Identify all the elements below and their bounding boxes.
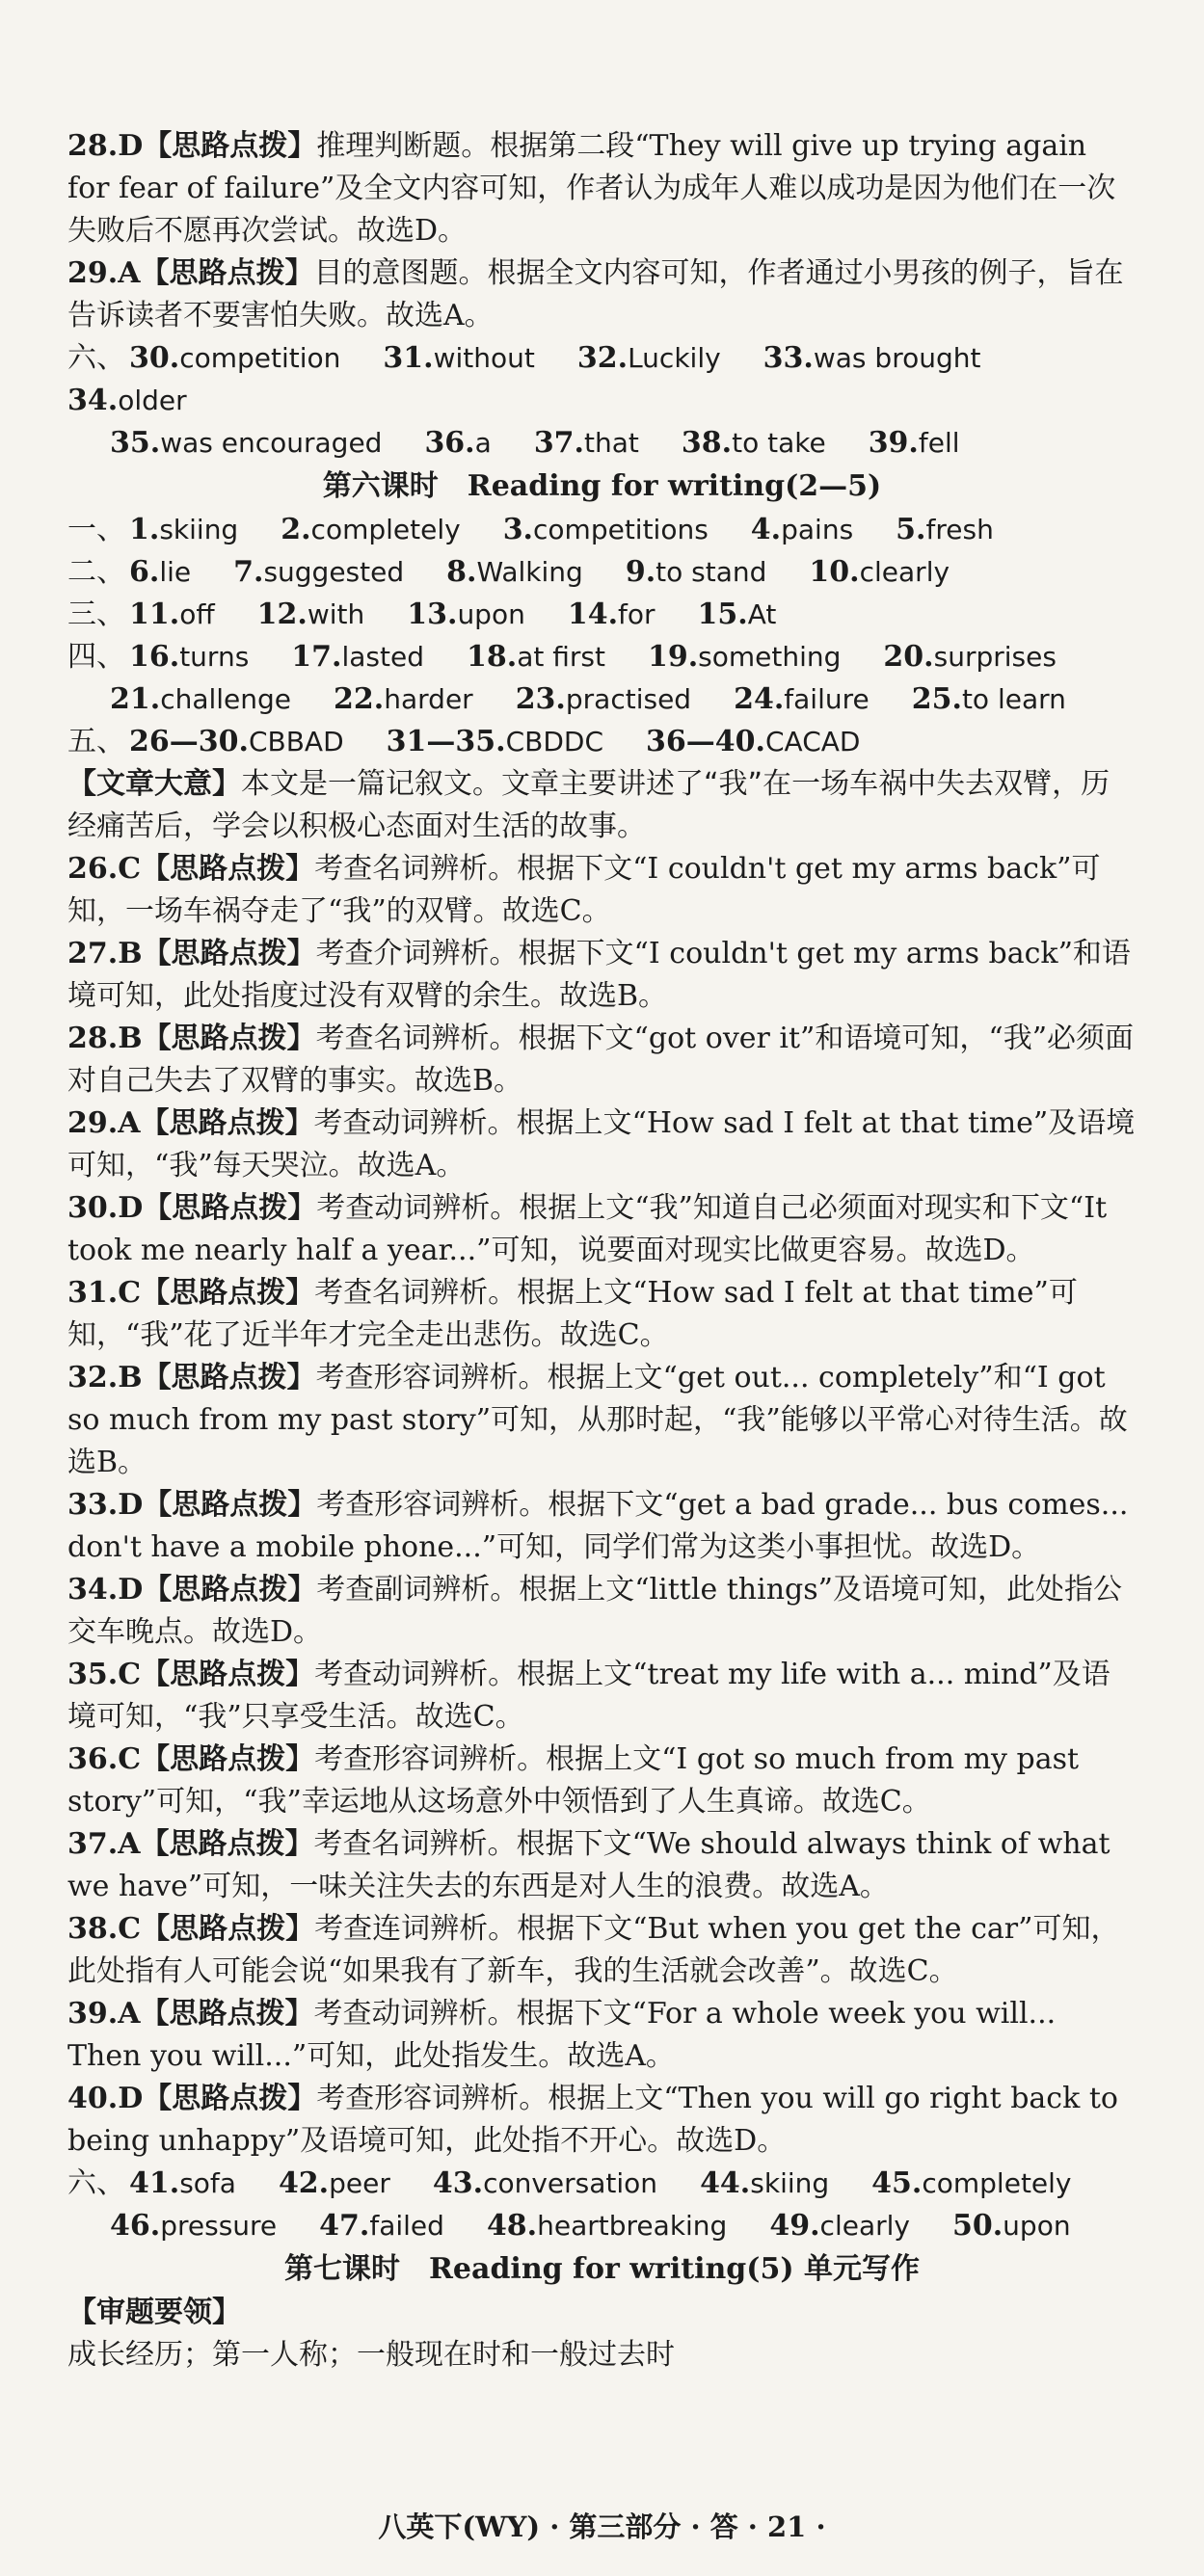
item-number: 36. <box>67 1742 119 1776</box>
answer-number: 49. <box>769 2209 820 2243</box>
item-tag: 【思路点拨】 <box>140 1997 314 2031</box>
item-number: 31. <box>67 1276 119 1310</box>
explanation-28 <box>67 1018 1137 1102</box>
section-prefix: 五、 <box>67 725 125 758</box>
item-number: 35. <box>67 1658 119 1691</box>
item-number: 33. <box>67 1488 119 1522</box>
answer-word: pressure <box>160 2210 278 2242</box>
item-answer: B <box>118 1361 143 1394</box>
answer-word: conversation <box>483 2167 658 2199</box>
item-tag: 【思路点拨】 <box>141 1276 315 1310</box>
answer-word: skiing <box>750 2167 830 2199</box>
item-tag: 【思路点拨】 <box>142 937 316 970</box>
explanation-40 <box>67 2078 1137 2163</box>
explanation-30 <box>67 1187 1137 1272</box>
item-number: 32. <box>67 1361 119 1394</box>
answer-word: upon <box>457 598 525 630</box>
answer-word: was encouraged <box>160 427 383 459</box>
answer-number: 43. <box>432 2166 484 2200</box>
answer-number: 35. <box>110 426 161 460</box>
answer-word: a <box>474 427 492 459</box>
answer-number: 48. <box>486 2209 538 2243</box>
answer-number: 7. <box>233 555 264 589</box>
answer-number: 41. <box>129 2166 180 2200</box>
writing-tag-label: 【审题要领】 <box>67 2296 241 2329</box>
item-answer: D <box>118 1191 144 1225</box>
item-number: 34. <box>67 1573 119 1607</box>
answer-number: 6. <box>129 555 160 589</box>
section-6b-line2 <box>67 2205 1137 2247</box>
answer-number: 31—35. <box>386 725 506 758</box>
section-6-line1 <box>67 337 1137 422</box>
item-number: 29. <box>67 1106 119 1140</box>
item-text: 考查副词辨析。根据上文“little things”及语境可知，此处指公交车晚点。故选D。 <box>67 1573 1122 1649</box>
item-answer: D <box>118 1488 144 1522</box>
answer-number: 32. <box>576 341 629 375</box>
answer-number: 33. <box>763 341 814 375</box>
item-number: 26. <box>67 852 119 886</box>
item-number: 38. <box>67 1912 119 1946</box>
item-number: 30. <box>67 1191 119 1225</box>
answer-number: 24. <box>734 682 785 716</box>
answer-number: 21. <box>110 682 161 716</box>
answer-word: practised <box>565 683 692 715</box>
answer-word: CBDDC <box>505 726 604 757</box>
answer-number: 10. <box>809 555 860 589</box>
item-text: 目的意图题。根据全文内容可知，作者通过小男孩的例子，旨在告诉读者不要害怕失败。故选A。 <box>67 256 1124 332</box>
top-explanations <box>67 125 1137 337</box>
explanation-36 <box>67 1739 1137 1823</box>
item-text: 考查形容词辨析。根据下文“get a bad grade... bus comes... don't have a mobile phone...”可知，同学们常为这类小事担忧。故选D。 <box>67 1488 1129 1564</box>
item-answer: D <box>118 1573 144 1607</box>
answer-word: fell <box>918 427 960 459</box>
section-6-part1 <box>67 337 1137 465</box>
section-prefix: 六、 <box>67 341 125 375</box>
answer-number: 44. <box>700 2166 751 2200</box>
answer-number: 37. <box>533 426 585 460</box>
explanation-34 <box>67 1569 1137 1654</box>
answer-word: surprises <box>933 641 1057 673</box>
item-tag: 【思路点拨】 <box>140 1827 314 1861</box>
explanation-26 <box>67 848 1137 933</box>
item-tag: 【思路点拨】 <box>143 1573 317 1607</box>
explanation-28-top <box>67 125 1137 252</box>
answer-number: 8. <box>446 555 477 589</box>
explanation-29 <box>67 1102 1137 1187</box>
answer-word: to stand <box>656 556 767 588</box>
item-tag: 【思路点拨】 <box>141 1742 315 1776</box>
item-number: 28. <box>67 1022 119 1055</box>
explanation-27 <box>67 933 1137 1018</box>
explanation-35 <box>67 1654 1137 1739</box>
answer-word: older <box>118 385 187 416</box>
answer-word: heartbreaking <box>537 2210 728 2242</box>
item-tag: 【思路点拨】 <box>140 256 314 290</box>
answer-number: 25. <box>911 682 962 716</box>
lesson-6-answers <box>67 509 1137 763</box>
answer-word: was brought <box>813 342 981 374</box>
item-text: 考查名词辨析。根据下文“We should always think of what we have”可知，一味关注失去的东西是对人生的浪费。故选A。 <box>67 1827 1110 1903</box>
writing-text: 成长经历；第一人称；一般现在时和一般过去时 <box>67 2338 675 2372</box>
answer-word: suggested <box>263 556 405 588</box>
item-text: 考查动词辨析。根据上文“我”知道自己必须面对现实和下文“It took me nearly half a year...”可知，说要面对现实比做更容易。故选D。 <box>67 1191 1108 1267</box>
section-prefix: 三、 <box>67 598 125 631</box>
item-text: 考查介词辨析。根据下文“I couldn't get my arms back”和语境可知，此处指度过没有双臂的余生。故选B。 <box>67 937 1131 1013</box>
answer-number: 17. <box>291 640 342 674</box>
item-tag: 【思路点拨】 <box>143 1488 317 1522</box>
answer-number: 23. <box>515 682 566 716</box>
explanation-29-top <box>67 252 1137 337</box>
answer-number: 38. <box>681 426 733 460</box>
answer-number: 46. <box>110 2209 161 2243</box>
answer-number: 39. <box>868 426 919 460</box>
item-text: 考查形容词辨析。根据上文“I got so much from my past story”可知，“我”幸运地从这场意外中领悟到了人生真谛。故选C。 <box>67 1742 1080 1819</box>
answer-word: to take <box>732 427 826 459</box>
item-tag: 【思路点拨】 <box>141 852 315 886</box>
answer-word: CBBAD <box>248 726 344 757</box>
answer-word: fresh <box>925 514 994 545</box>
section-4-line2 <box>67 678 1137 721</box>
answer-word: peer <box>329 2167 390 2199</box>
answer-word: At <box>747 598 777 630</box>
answer-number: 30. <box>129 341 180 375</box>
section-6-part2 <box>67 2163 1137 2247</box>
answer-number: 16. <box>129 640 180 674</box>
answer-number: 18. <box>467 640 518 674</box>
page-footer: 八英下(WY) · 第三部分 · 答 · 21 · <box>378 2510 826 2543</box>
answer-word: at first <box>517 641 605 673</box>
section-2-line <box>67 551 1137 594</box>
item-text: 考查形容词辨析。根据上文“get out... completely”和“I got so much from my past story”可知，从那时起，“我”能够以平常心对待生活。故选B。 <box>67 1361 1128 1479</box>
item-answer: D <box>118 129 144 163</box>
answer-word: clearly <box>819 2210 910 2242</box>
item-text: 考查名词辨析。根据上文“How sad I felt at that time”可知，“我”花了近半年才完全走出悲伤。故选C。 <box>67 1276 1078 1352</box>
answer-number: 3. <box>502 513 534 546</box>
answer-word: sofa <box>179 2167 236 2199</box>
answer-word: for <box>618 598 656 630</box>
answer-word: off <box>179 598 215 630</box>
item-answer: A <box>118 256 141 290</box>
answer-number: 2. <box>281 513 311 546</box>
explanations-list <box>67 848 1137 2163</box>
section-5-line <box>67 721 1137 763</box>
summary-text: 本文是一篇记叙文。文章主要讲述了“我”在一场车祸中失去双臂，历经痛苦后，学会以积极心态面对生活的故事。 <box>67 767 1110 843</box>
answer-number: 31. <box>383 341 434 375</box>
answer-number: 1. <box>129 513 160 546</box>
explanation-39 <box>67 1993 1137 2078</box>
item-tag: 【思路点拨】 <box>142 1022 316 1055</box>
answer-number: 22. <box>334 682 385 716</box>
item-number: 39. <box>67 1997 119 2031</box>
item-number: 27. <box>67 937 119 970</box>
answer-number: 11. <box>129 598 180 631</box>
answer-word: CACAD <box>764 726 861 757</box>
item-answer: D <box>118 2082 144 2115</box>
section-4-line1 <box>67 636 1137 678</box>
section-3-line <box>67 594 1137 636</box>
item-tag: 【思路点拨】 <box>142 1361 316 1394</box>
item-tag: 【思路点拨】 <box>143 1191 317 1225</box>
item-number: 28. <box>67 129 119 163</box>
answer-number: 9. <box>625 555 656 589</box>
answer-number: 13. <box>407 598 458 631</box>
item-answer: B <box>118 937 143 970</box>
writing-tag <box>67 2292 1137 2334</box>
item-text: 考查名词辨析。根据下文“I couldn't get my arms back”可知，一场车祸夺走了“我”的双臂。故选C。 <box>67 852 1101 928</box>
answer-number: 36. <box>424 426 475 460</box>
answer-word: failed <box>369 2210 444 2242</box>
section-prefix: 六、 <box>67 2166 125 2200</box>
answer-number: 45. <box>871 2166 923 2200</box>
section-prefix: 四、 <box>67 640 125 674</box>
item-answer: C <box>118 1658 142 1691</box>
answer-word: competition <box>179 342 341 374</box>
item-text: 考查动词辨析。根据上文“How sad I felt at that time”及语境可知，“我”每天哭泣。故选A。 <box>67 1106 1136 1182</box>
summary-tag: 【文章大意】 <box>67 767 241 801</box>
item-text: 考查动词辨析。根据上文“treat my life with a... mind”及语境可知，“我”只享受生活。故选C。 <box>67 1658 1110 1734</box>
item-tag: 【思路点拨】 <box>143 2082 317 2115</box>
article-summary <box>67 763 1137 848</box>
answer-word: challenge <box>160 683 292 715</box>
item-text: 考查名词辨析。根据下文“got over it”和语境可知，“我”必须面对自己失去了双臂的事实。故选B。 <box>67 1022 1135 1098</box>
answer-word: something <box>698 641 842 673</box>
item-answer: B <box>118 1022 143 1055</box>
answer-word: competitions <box>533 514 709 545</box>
answer-number: 36—40. <box>646 725 765 758</box>
explanation-38 <box>67 1908 1137 1993</box>
item-number: 29. <box>67 256 119 290</box>
answer-word: that <box>584 427 639 459</box>
section-6b-line1 <box>67 2163 1137 2205</box>
answer-number: 14. <box>567 598 619 631</box>
answer-word: completely <box>922 2167 1072 2199</box>
item-answer: C <box>118 1276 142 1310</box>
item-answer: A <box>118 1827 141 1861</box>
answer-word: clearly <box>859 556 950 588</box>
item-number: 40. <box>67 2082 119 2115</box>
answer-number: 4. <box>750 513 782 546</box>
section-prefix: 一、 <box>67 513 125 546</box>
answer-word: lie <box>159 556 192 588</box>
item-answer: C <box>118 852 142 886</box>
answer-number: 15. <box>697 598 748 631</box>
answer-number: 47. <box>319 2209 370 2243</box>
answer-word: Walking <box>476 556 583 588</box>
explanation-32 <box>67 1357 1137 1484</box>
item-answer: C <box>118 1912 142 1946</box>
item-text: 考查动词辨析。根据下文“For a whole week you will... Then you will...”可知，此处指发生。故选A。 <box>67 1997 1057 2073</box>
item-answer: A <box>118 1997 141 2031</box>
answer-number: 5. <box>896 513 926 546</box>
explanation-31 <box>67 1272 1137 1357</box>
answer-number: 26—30. <box>129 725 249 758</box>
item-text: 考查连词辨析。根据下文“But when you get the car”可知，此处指有人可能会说“如果我有了新车，我的生活就会改善”。故选C。 <box>67 1912 1120 1988</box>
answer-word: completely <box>310 514 461 545</box>
answer-word: harder <box>384 683 473 715</box>
answer-word: with <box>307 598 365 630</box>
item-answer: A <box>118 1106 141 1140</box>
answer-word: upon <box>1003 2210 1071 2242</box>
lesson-6-title: 第六课时 Reading for writing(2—5) <box>322 469 882 503</box>
section-6-line2 <box>67 422 1137 465</box>
answer-number: 42. <box>278 2166 330 2200</box>
explanation-33 <box>67 1484 1137 1569</box>
item-tag: 【思路点拨】 <box>143 129 317 163</box>
answer-word: Luckily <box>628 342 721 374</box>
answer-number: 12. <box>256 598 308 631</box>
lesson-7-title: 第七课时 Reading for writing(5) 单元写作 <box>283 2252 920 2286</box>
explanation-37 <box>67 1823 1137 1908</box>
section-1-line <box>67 509 1137 551</box>
answer-word: without <box>433 342 535 374</box>
answer-number: 34. <box>67 384 119 417</box>
item-tag: 【思路点拨】 <box>141 1658 315 1691</box>
item-text: 推理判断题。根据第二段“They will give up trying again for fear of failure”及全文内容可知，作者认为成年人难以成功是因为他们在一次失败后不愿再次尝试。故选D。 <box>67 129 1116 248</box>
answer-word: skiing <box>159 514 239 545</box>
item-tag: 【思路点拨】 <box>140 1106 314 1140</box>
answer-word: turns <box>179 641 250 673</box>
answer-number: 19. <box>647 640 699 674</box>
answer-word: pains <box>781 514 854 545</box>
section-prefix: 二、 <box>67 555 125 589</box>
answer-word: failure <box>784 683 870 715</box>
item-text: 考查形容词辨析。根据上文“Then you will go right back to being unhappy”及语境可知，此处指不开心。故选D。 <box>67 2082 1118 2158</box>
answer-number: 20. <box>883 640 934 674</box>
item-number: 37. <box>67 1827 119 1861</box>
item-answer: C <box>118 1742 142 1776</box>
item-tag: 【思路点拨】 <box>141 1912 315 1946</box>
answer-word: lasted <box>341 641 424 673</box>
answer-word: to learn <box>961 683 1066 715</box>
answer-number: 50. <box>951 2209 1003 2243</box>
